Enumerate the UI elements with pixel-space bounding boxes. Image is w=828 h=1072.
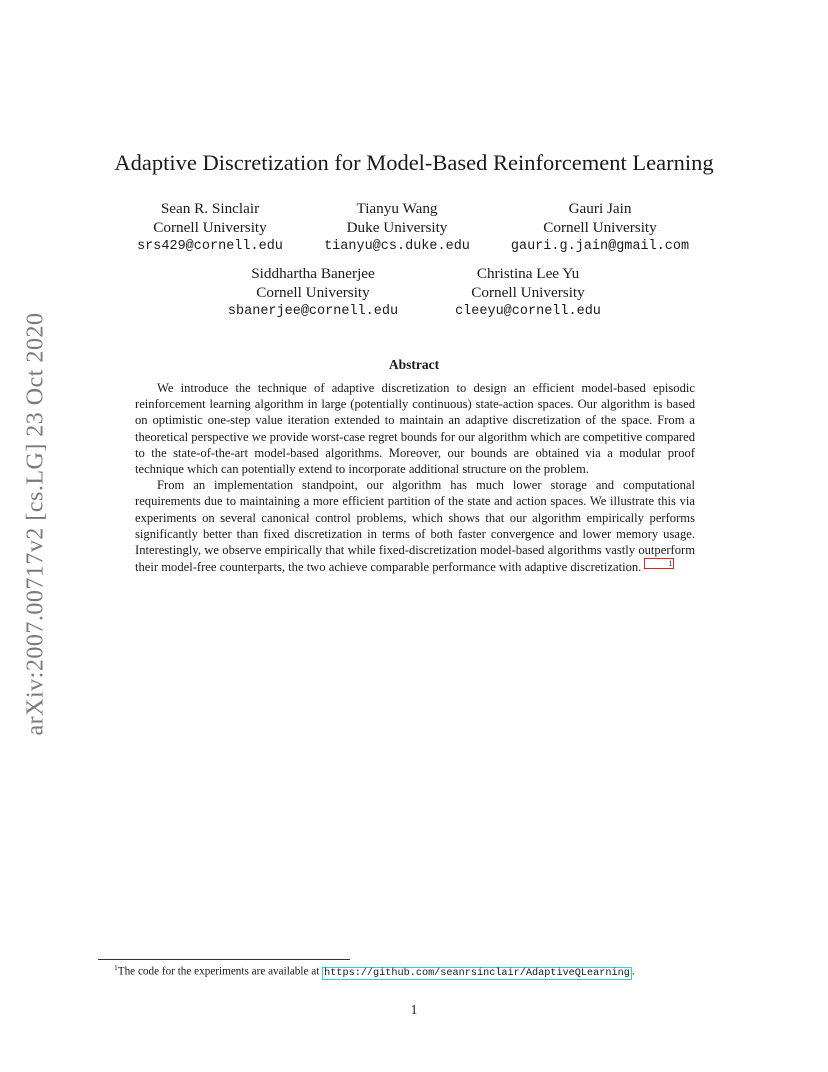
author-affiliation: Duke University — [346, 219, 448, 236]
author-email[interactable]: tianyu@cs.duke.edu — [324, 239, 470, 254]
footnote-reference-link[interactable]: 1 — [644, 558, 674, 569]
author-block-4 — [203, 264, 423, 321]
author-block-2 — [287, 199, 507, 256]
author-name: Siddhartha Banerjee — [251, 265, 375, 282]
author-affiliation: Cornell University — [543, 219, 657, 236]
author-email[interactable]: gauri.g.jain@gmail.com — [510, 239, 690, 254]
abstract-paragraph-text: We introduce the technique of adaptive discretization to design an efficient model-based episodic reinforcement learning algorithm in large (potentially continuous) state-action spaces. Our algorithm is based on optimistic one-step value iteration extended to maintain an adaptive discretization of the space. From a theoretical perspective we provide worst-case regret bounds for our algorithm which are competitive compared to the state-of-the-art model-based algorithms. Moreover, our bounds are obtained via a modular proof technique which can potentially extend to incorporate additional structure on the problem. — [135, 381, 695, 477]
footnote-url-link[interactable]: https://github.com/seanrsinclair/AdaptiveQLearning — [324, 967, 630, 979]
footnote-divider — [98, 959, 350, 960]
arxiv-stamp: arXiv:2007.00717v2 [cs.LG] 23 Oct 2020 — [22, 312, 49, 736]
author-email[interactable]: srs429@cornell.edu — [137, 239, 283, 254]
abstract-paragraph — [135, 380, 695, 477]
author-name: Christina Lee Yu — [476, 265, 580, 282]
author-block-3 — [490, 199, 710, 256]
abstract-paragraph-text: From an implementation standpoint, our algorithm has much lower storage and computational requirements due to maintaining a more efficient partition of the state and action spaces. We illustrate this via experiments on several canonical control problems, which shows that our algorithm empirically performs significantly better than fixed discretization in terms of both faster convergence and lower memory usage. Interestingly, we observe empirically that while fixed-discretization model-based algorithms vastly outperform their model-free counterparts, the two achieve comparable performance with adaptive discretization. — [135, 478, 695, 575]
abstract-paragraph — [135, 477, 695, 575]
author-email[interactable]: cleeyu@cornell.edu — [455, 304, 601, 319]
author-name: Tianyu Wang — [356, 200, 438, 217]
paper-title: Adaptive Discretization for Model-Based Reinforcement Learning — [114, 150, 714, 175]
author-affiliation: Cornell University — [256, 284, 370, 301]
author-email[interactable]: sbanerjee@cornell.edu — [227, 304, 399, 319]
author-affiliation: Cornell University — [471, 284, 585, 301]
abstract-heading: Abstract — [388, 357, 440, 372]
author-block-5 — [418, 264, 638, 321]
footnote-mark: 1 — [114, 963, 118, 972]
author-affiliation: Cornell University — [153, 219, 267, 236]
abstract-body — [135, 380, 695, 575]
author-name: Sean R. Sinclair — [160, 200, 260, 217]
footnote-suffix: . — [631, 965, 635, 978]
author-name: Gauri Jain — [568, 200, 632, 217]
page-number: 1 — [410, 1002, 418, 1017]
footnote-text: The code for the experiments are available at — [117, 965, 323, 978]
footnote — [114, 963, 714, 979]
